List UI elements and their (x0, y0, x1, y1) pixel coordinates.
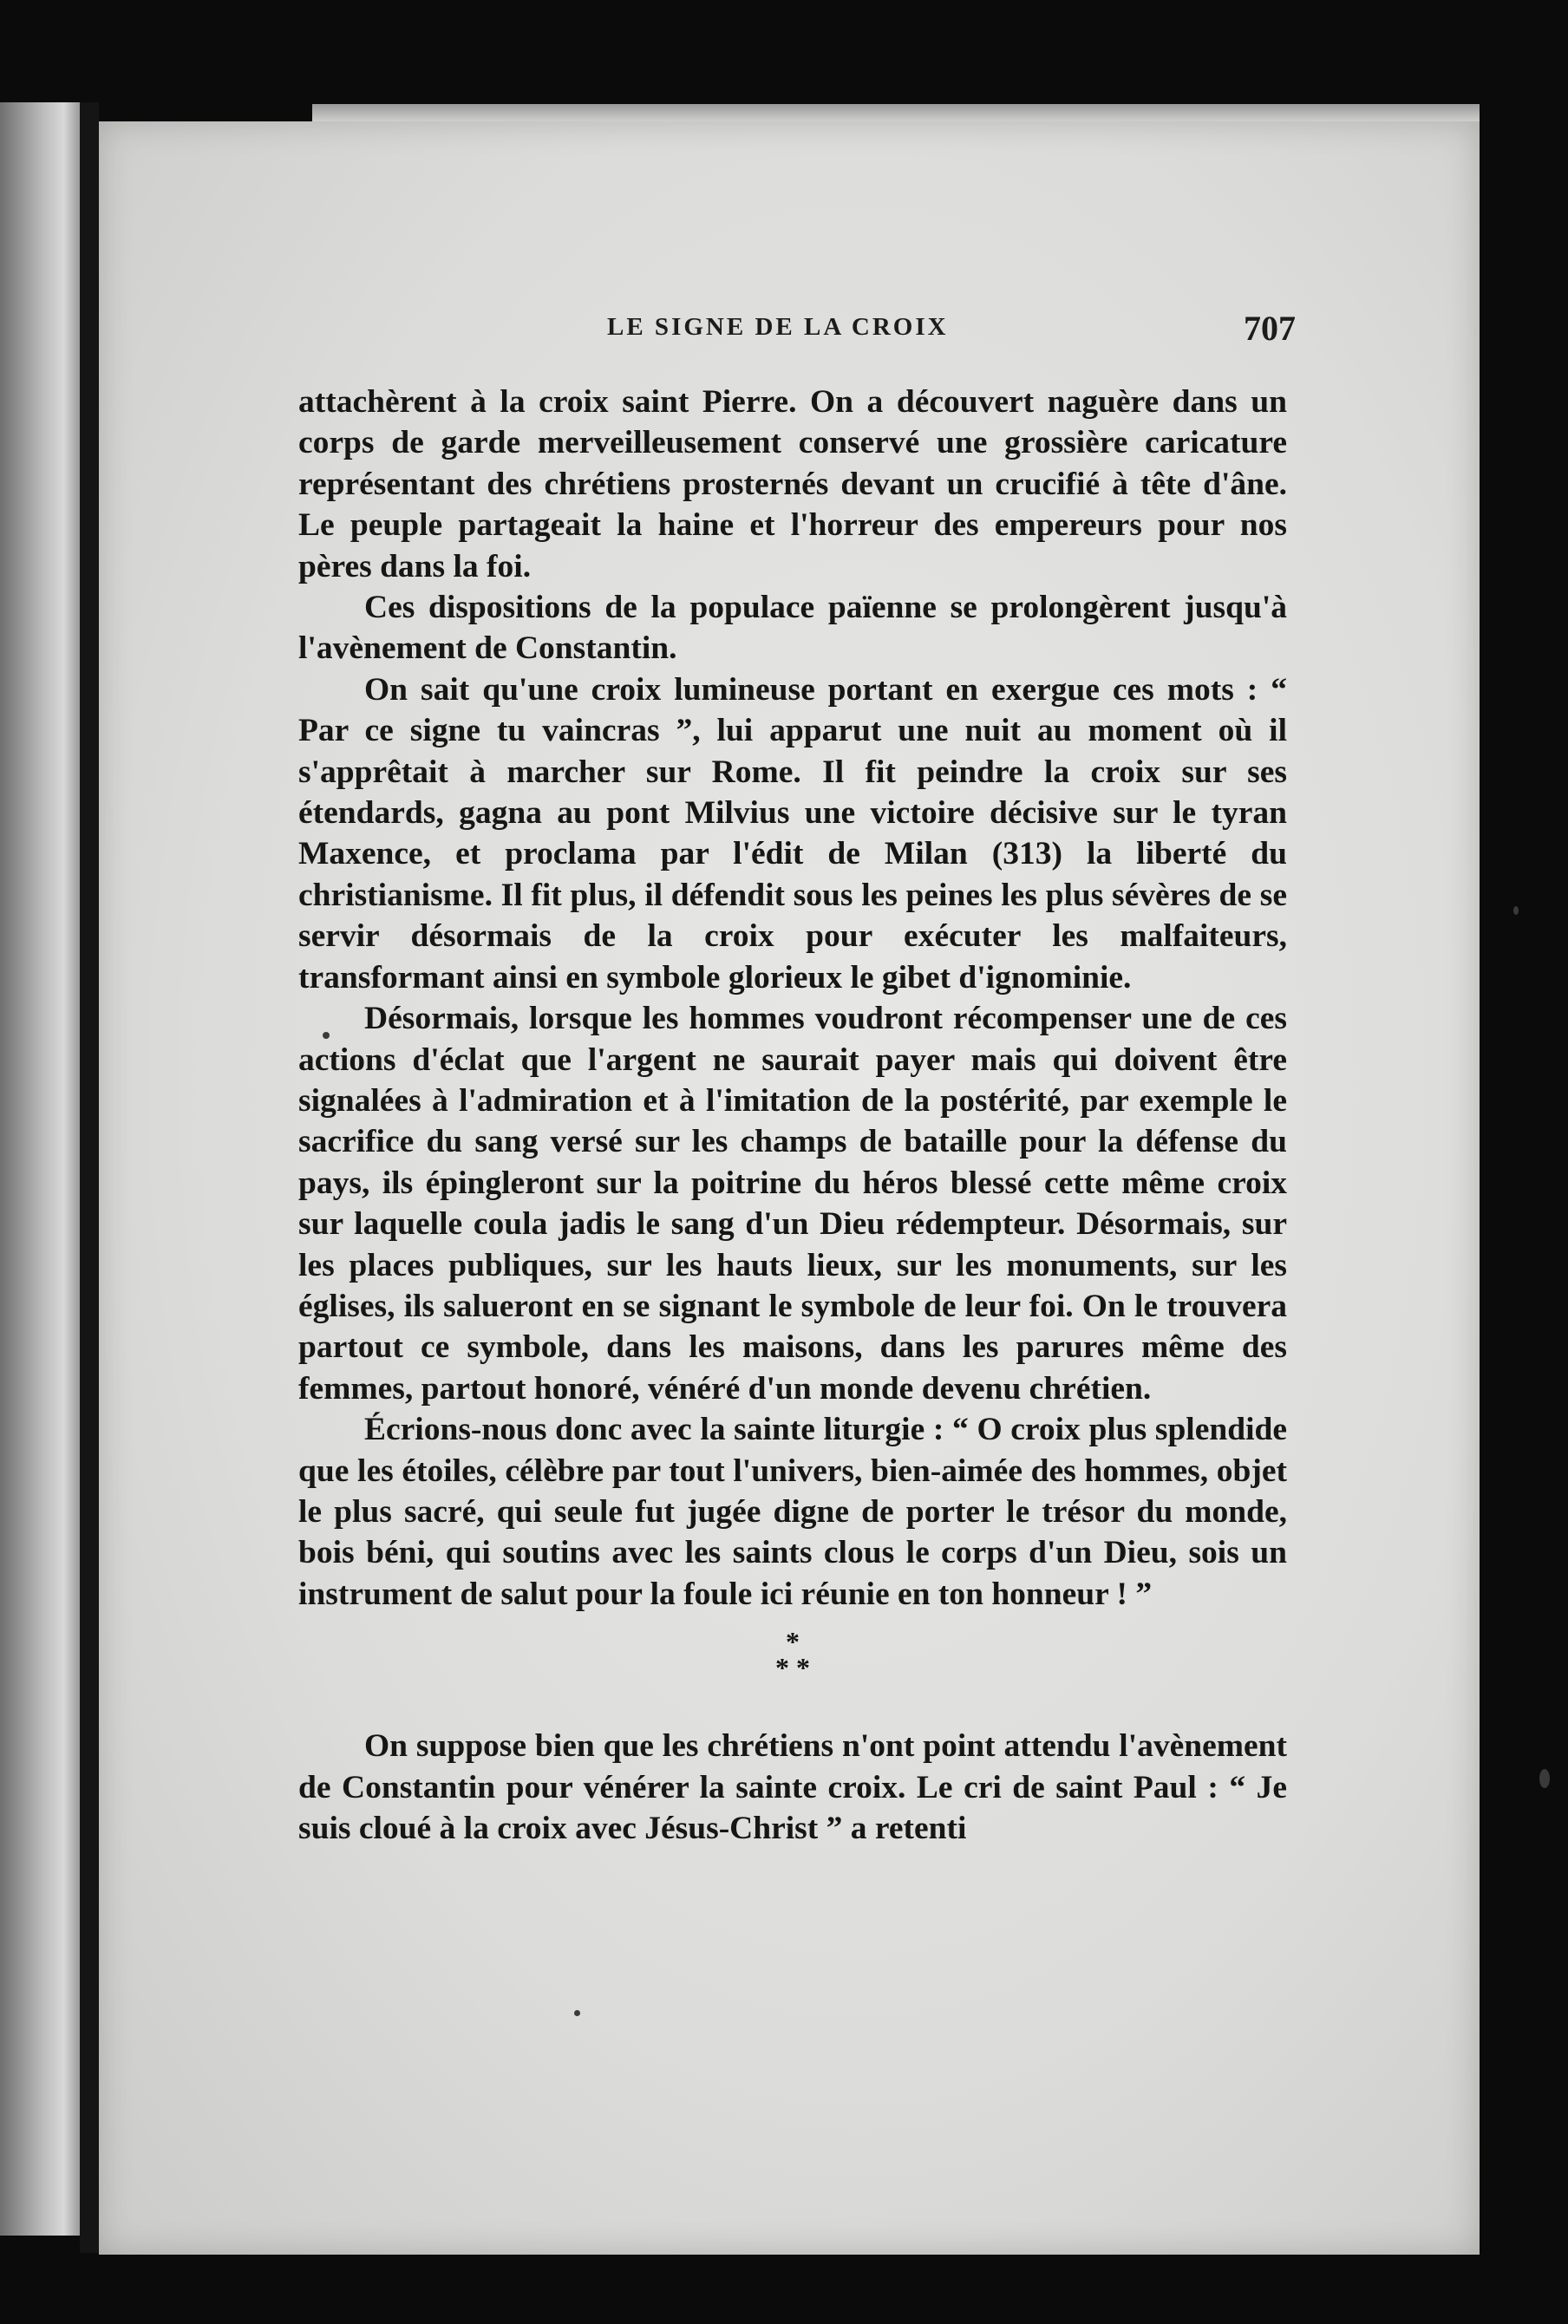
paper-speck (574, 2010, 580, 2016)
paragraph-2: Ces dispositions de la populace païenne se prolongèrent jusqu'à l'avènement de Constantin. (298, 590, 1287, 667)
book-gutter (80, 102, 99, 2253)
page-top-edge (312, 104, 1480, 123)
paragraph-1: attachèrent à la croix saint Pierre. On a découvert naguère dans un corps de garde merveilleusement conservé une grossière caricature représentant des chrétiens prosternés devant un crucifié à tête d'âne. Le peuple partageait la haine et l'horreur des empereurs pour nos pères dans la foi. (298, 384, 1287, 584)
paragraph-6: On suppose bien que les chrétiens n'ont point attendu l'avènement de Constantin pour vénérer la sainte croix. Le cri de saint Paul : “ Je suis cloué à la croix avec Jésus-Christ ” a retenti (298, 1728, 1287, 1846)
paragraph-3: On sait qu'une croix lumineuse portant en exergue ces mots : “ Par ce signe tu vaincras ”, lui apparut une nuit au moment où il s'apprêtait à marcher sur Rome. Il fit peindre la croix sur ses étendards, gagna au pont Milvius une victoire décisive sur le tyran Maxence, et proclama par l'édit de Milan (313) la liberté du christianisme. Il fit plus, il défendit sous les peines les plus sévères de se servir désormais de la croix pour exécuter les malfaiteurs, transformant ainsi en symbole glorieux le gibet d'ignominie. (298, 671, 1287, 996)
paragraph-5: Écrions-nous donc avec la sainte liturgie : “ O croix plus splendide que les étoiles, célèbre par tout l'univers, bien-aimée des hommes, objet le plus sacré, qui seule fut jugée digne de porter le trésor du monde, bois béni, qui soutins avec les saints clous le corps d'un Dieu, sois un instrument de salut pour la foule ici réunie en ton honneur ! ” (298, 1412, 1287, 1612)
separator-star-top: * (786, 1626, 800, 1658)
paper-speck (1513, 906, 1519, 915)
separator-stars-bottom: * * (775, 1652, 810, 1684)
paper-speck (1539, 1769, 1550, 1788)
facing-page-edge (0, 102, 80, 2236)
page-body (298, 382, 1287, 1849)
running-head: LE SIGNE DE LA CROIX (607, 313, 949, 341)
page-number: 707 (1244, 309, 1296, 348)
paper-speck (323, 1032, 330, 1039)
paragraph-4: Désormais, lorsque les hommes voudront récompenser une de ces actions d'éclat que l'argent ne saurait payer mais qui doivent être signalées à l'admiration et à l'imitation de la postérité, par exemple le sacrifice du sang versé sur les champs de bataille pour la défense du pays, ils épingleront sur la poitrine du héros blessé cette même croix sur laquelle coula jadis le sang d'un Dieu rédempteur. Désormais, sur les places publiques, sur les hauts lieux, sur les monuments, sur les églises, ils salueront en se signant le symbole de leur foi. On le trouvera partout ce symbole, dans les maisons, dans les parures même des femmes, partout honoré, vénéré d'un monde devenu chrétien. (298, 1001, 1287, 1407)
page-header (99, 308, 1480, 360)
section-separator (298, 1626, 1287, 1684)
